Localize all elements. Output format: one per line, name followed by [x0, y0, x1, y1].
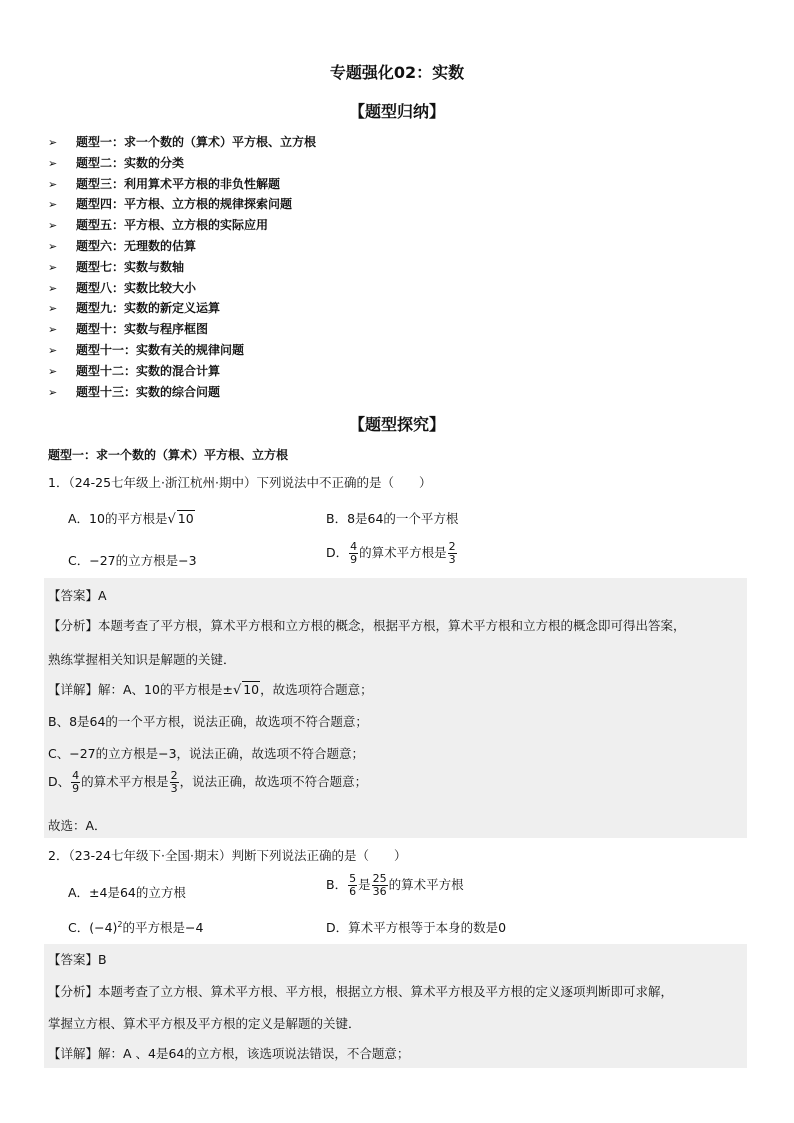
toc-item-label: 题型六：无理数的估算 [76, 238, 197, 253]
toc-item-label: 题型一：求一个数的（算术）平方根、立方根 [76, 135, 317, 149]
q2-analysis-line2: 掌握立方根、算术平方根及平方根的定义是解题的关键． [48, 1016, 361, 1031]
toc-item-label: 题型十三：实数的综合问题 [76, 384, 221, 399]
numerator: 5 [349, 872, 357, 885]
arrow-bullet-icon: ➢ [48, 260, 58, 274]
q1-detail-c: C、−27的立方根是−3，说法正确，故选项不符合题意； [48, 746, 365, 761]
toc-item [48, 153, 316, 174]
arrow-bullet-icon: ➢ [48, 364, 58, 378]
q2-stem: 2．（23-24七年级下·全国·期末）判断下列说法正确的是（ ） [48, 848, 407, 863]
toc-item [48, 298, 316, 319]
arrow-bullet-icon: ➢ [48, 302, 58, 316]
fraction [170, 770, 179, 795]
denominator: 6 [349, 885, 357, 898]
q2-option-a: A．±4是64的立方根 [68, 885, 186, 900]
toc-item [48, 132, 316, 153]
toc-item [48, 340, 316, 361]
toc-item-label: 题型五：平方根、立方根的实际应用 [76, 218, 269, 233]
q1-detail-d [48, 770, 367, 795]
denominator: 9 [350, 553, 358, 566]
q2-option-d: D．算术平方根等于本身的数是0 [326, 920, 507, 935]
toc-item-label: 题型七：实数与数轴 [76, 259, 185, 274]
toc-item-label: 题型十：实数与程序框图 [76, 322, 209, 337]
toc-item [48, 194, 316, 215]
explore-heading: 【题型探究】 [348, 415, 445, 434]
toc-item [48, 361, 316, 382]
denominator: 36 [372, 885, 387, 898]
arrow-bullet-icon: ➢ [48, 198, 58, 212]
toc-item-label: 题型八：实数比较大小 [76, 280, 197, 295]
q1-option-a-text: A．10的平方根是 [68, 511, 168, 526]
toc-item-label: 题型十二：实数的混合计算 [76, 363, 221, 378]
fraction [448, 541, 457, 566]
numerator: 25 [372, 872, 387, 885]
exponent: 2 [117, 919, 123, 929]
q1-detail-b: B、8是64的一个平方根，说法正确，故选项不符合题意； [48, 714, 368, 729]
q1-option-d-label: D． [326, 545, 349, 560]
q1-choice: 故选：A． [48, 818, 107, 833]
arrow-bullet-icon: ➢ [48, 219, 58, 233]
toc-item [48, 174, 316, 195]
arrow-bullet-icon: ➢ [48, 281, 58, 295]
q2-option-b-tail: 的算术平方根 [388, 877, 464, 892]
radical-sign: √ [167, 512, 176, 527]
toc-item-label: 题型二：实数的分类 [76, 155, 185, 170]
arrow-bullet-icon: ➢ [48, 385, 58, 399]
q1-answer-box [44, 578, 747, 838]
type1-heading: 题型一：求一个数的（算术）平方根、立方根 [48, 448, 289, 462]
fraction [349, 541, 358, 566]
denominator: 3 [170, 782, 178, 795]
arrow-bullet-icon: ➢ [48, 177, 58, 191]
q2-option-b [326, 873, 464, 898]
denominator: 3 [448, 553, 456, 566]
fraction [348, 873, 357, 898]
toc-item [48, 382, 316, 403]
q1-detail-d-text: 的算术平方根是 [81, 774, 169, 789]
toc-item-label: 题型四：平方根、立方根的规律探索问题 [76, 197, 293, 212]
toc-item [48, 319, 316, 340]
fraction [372, 873, 388, 898]
q1-detail-a [48, 680, 373, 698]
q1-option-c: C．−27的立方根是−3 [68, 553, 197, 568]
q1-stem: 1．（24-25七年级上·浙江杭州·期中）下列说法中不正确的是（ ） [48, 475, 432, 490]
arrow-bullet-icon: ➢ [48, 156, 58, 170]
numerator: 4 [72, 769, 80, 782]
q2-option-b-text: 是 [358, 877, 371, 892]
fraction [71, 770, 80, 795]
summary-heading: 【题型归纳】 [348, 102, 445, 121]
numerator: 2 [448, 540, 456, 553]
q1-option-d-text: 的算术平方根是 [359, 545, 447, 560]
q2-option-c-text: C．(−4) [68, 920, 118, 935]
q2-detail-a: 【详解】解：A 、4是64的立方根，该选项说法错误，不合题意； [48, 1046, 410, 1061]
toc-item [48, 215, 316, 236]
arrow-bullet-icon: ➢ [48, 239, 58, 253]
numerator: 2 [170, 769, 178, 782]
toc-item [48, 236, 316, 257]
q1-answer: 【答案】A [48, 588, 107, 603]
q1-detail-a-text: 【详解】解：A、10的平方根是± [48, 682, 233, 697]
toc-item-label: 题型十一：实数有关的规律问题 [76, 342, 245, 357]
q2-option-c-tail: 的平方根是−4 [122, 920, 204, 935]
q1-detail-a-tail: ，故选项符合题意； [260, 682, 373, 697]
q2-option-b-label: B． [326, 877, 348, 892]
toc-item-label: 题型三：利用算术平方根的非负性解题 [76, 176, 281, 191]
toc-item [48, 257, 316, 278]
arrow-bullet-icon: ➢ [48, 323, 58, 337]
toc-item-label: 题型九：实数的新定义运算 [76, 301, 221, 316]
numerator: 4 [350, 540, 358, 553]
q2-option-c [68, 918, 203, 936]
q1-option-a [68, 509, 195, 527]
toc-item [48, 278, 316, 299]
q1-option-a-radicand: 10 [177, 511, 194, 526]
q1-option-d [326, 541, 458, 566]
q1-option-b: B．8是64的一个平方根 [326, 511, 459, 526]
radical-sign: √ [232, 683, 242, 698]
q2-answer: 【答案】B [48, 952, 107, 967]
q2-analysis-line1: 【分析】本题考查了立方根、算术平方根、平方根，根据立方根、算术平方根及平方根的定义逐项判断即可求解， [48, 984, 674, 999]
arrow-bullet-icon: ➢ [48, 343, 58, 357]
q1-detail-d-tail: ，说法正确，故选项不符合题意； [179, 774, 368, 789]
q2-answer-box [44, 944, 747, 1068]
arrow-bullet-icon: ➢ [48, 136, 58, 149]
toc-list [48, 132, 316, 402]
denominator: 9 [72, 782, 80, 795]
page-title: 专题强化02：实数 [329, 63, 465, 82]
q1-detail-radicand: 10 [243, 682, 260, 697]
q1-detail-d-label: D、 [48, 774, 71, 789]
q1-analysis-line1: 【分析】本题考查了平方根，算术平方根和立方根的概念，根据平方根，算术平方根和立方根的概念即可得出答案， [48, 618, 686, 633]
q1-analysis-line2: 熟练掌握相关知识是解题的关键． [48, 652, 236, 667]
